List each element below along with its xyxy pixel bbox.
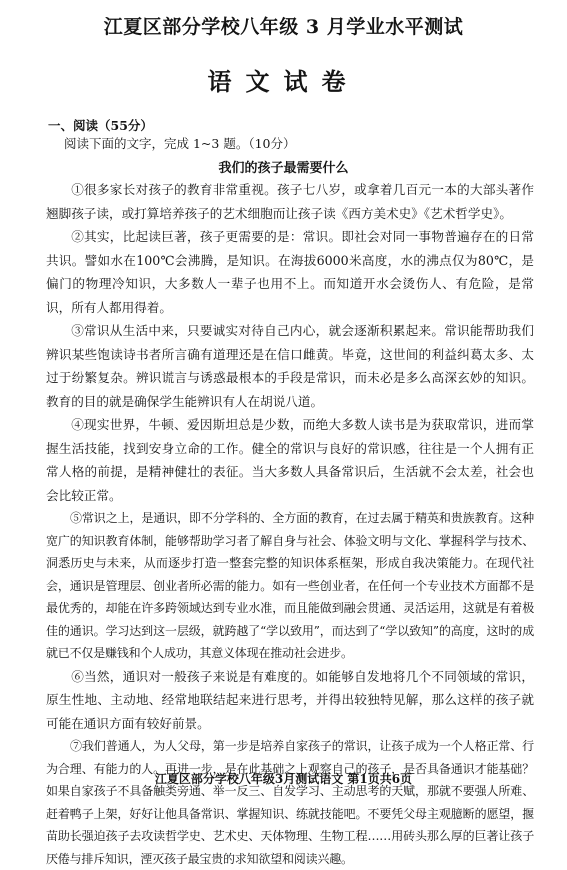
- section-heading: 一、阅读（55分）: [48, 118, 153, 133]
- exam-title: 江夏区部分学校八年级 3 月学业水平测试: [103, 16, 464, 38]
- reading-instruction: 阅读下面的文字，完成 1~3 题。（10分）: [64, 136, 296, 151]
- page-footer: 江夏区部分学校八年级3月测试语文 第1页共6页: [154, 772, 413, 786]
- paragraph-4: ④现实世界，牛顿、爱因斯坦总是少数，而绝大多数人读书是为获取常识，进而掌握生活技能，找到安身立命的工作。健全的常识与良好的常识感，往往是一个人拥有正常人格的前提，是精神健壮的表征。当大多数人具备常识后，生活就不会太差，社会也会比较正常。: [46, 417, 534, 503]
- paragraph-2: ②其实，比起读巨著，孩子更需要的是：常识。即社会对同一事物普遍存在的日常共识。譬如水在100℃会沸腾，是知识。在海拔6000米高度，水的沸点仅为80℃，是偏门的物理冷知识，大多数人一辈子也用不上。而知道开水会烫伤人、有危险，是常识，所有人都用得着。: [46, 229, 534, 315]
- paragraph-3: ③常识从生活中来，只要诚实对待自己内心，就会逐渐积累起来。常识能帮助我们辨识某些饱读诗书者所言确有道理还是在信口雌黄。毕竟，这世间的利益纠葛太多、太过于纷繁复杂。辨识谎言与诱惑最根本的手段是常识，而未必是多么高深玄妙的知识。教育的目的就是确保学生能辨识有人在胡说八道。: [46, 323, 534, 409]
- article-title: 我们的孩子最需要什么: [218, 161, 349, 176]
- article-body: [46, 178, 534, 870]
- paragraph-6: ⑥当然，通识对一般孩子来说是有难度的。如能够自发地将几个不同领域的常识，原生性地、主动地、经常地联结起来进行思考，并得出较独特见解，那么这样的孩子就可能在通识方面有较好前景。: [46, 668, 534, 731]
- paragraph-7: ⑦我们普通人，为人父母，第一步是培养自家孩子的常识，让孩子成为一个人格正常、行为合理、有能力的人。再进一步，是在此基础之上观察自己的孩子，是否具备通识才能基础？如果自家孩子不具备触类旁通、举一反三、自发学习、主动思考的天赋，那就不要强人所难、赶着鸭子上架，好好让他具备常识、掌握知识、练就技能吧。不要凭父母主观臆断的愿望，揠苗助长强迫孩子去攻读哲学史、艺术史、天体物理、生物工程……用砖头那么厚的巨著让孩子厌倦与排斥知识，湮灭孩子最宝贵的求知欲望和阅读兴趣。: [46, 739, 534, 866]
- subject-title: 语文试卷: [207, 67, 360, 96]
- paragraph-1: ①很多家长对孩子的教育非常重视。孩子七八岁，或拿着几百元一本的大部头著作翘脚孩子读，或打算培养孩子的艺术细胞而让孩子读《西方美术史》《艺术哲学史》。: [46, 182, 534, 221]
- paragraph-5: ⑤常识之上，是通识，即不分学科的、全方面的教育，在过去属于精英和贵族教育。这种宽广的知识教育体制，能够帮助学习者了解自身与社会、体验文明与文化、掌握科学与技术、洞悉历史与未来，从而逐步打造一整套完整的知识体系框架，形成自我决策能力。在现代社会，通识是管理层、创业者所必需的能力。如有一些创业者，在任何一个专业技术方面都不是最优秀的，却能在许多跨领域达到专业水准，而且能做到融会贯通、灵活运用，这就是有着极佳的通识。学习达到这一层级，就跨越了“学以致用”，而达到了“学以致知”的高度，这时的成就已不仅是赚钱和个人成功，其意义体现在推动社会进步。: [46, 511, 534, 660]
